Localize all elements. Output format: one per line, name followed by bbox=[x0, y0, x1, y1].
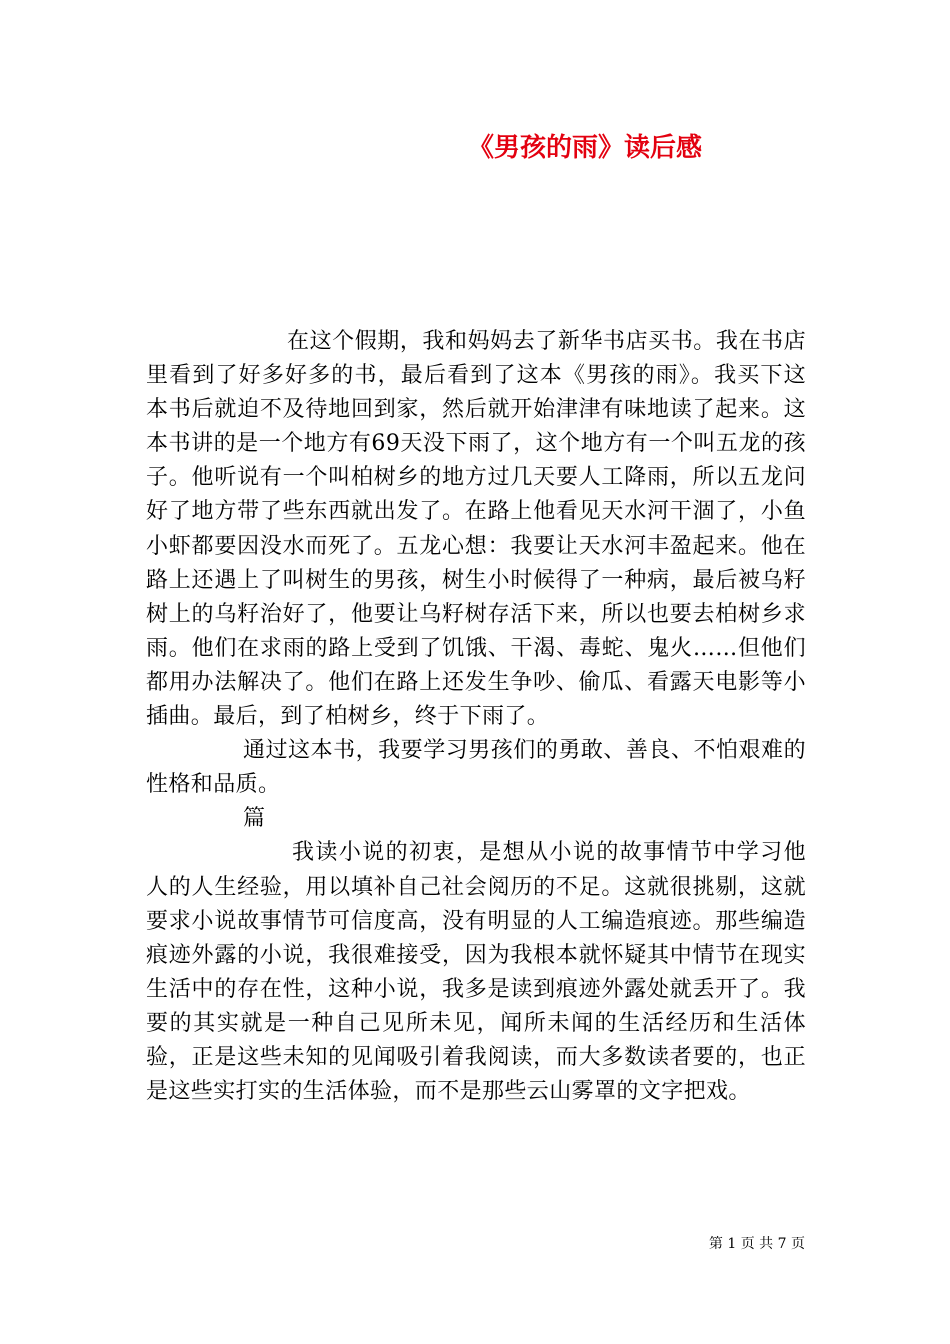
paragraph-2: 通过这本书，我要学习男孩们的勇敢、善良、不怕艰难的性格和品质。 bbox=[146, 738, 806, 798]
section-marker: 篇 bbox=[243, 806, 266, 832]
document-body bbox=[146, 325, 806, 1109]
page-number-footer: 第 1 页 共 7 页 bbox=[708, 1236, 805, 1252]
paragraph-3: 我读小说的初衷，是想从小说的故事情节中学习他人的人生经验，用以填补自己社会阅历的不足。这就很挑剔，这就要求小说故事情节可信度高，没有明显的人工编造痕迹。那些编造痕迹外露的小说，我很难接受，因为我根本就怀疑其中情节在现实生活中的存在性，这种小说，我多是读到痕迹外露处就丢开了。我要的其实就是一种自己见所未见，闻所未闻的生活经历和生活体验，正是这些未知的见闻吸引着我阅读，而大多数读者要的，也正是这些实打实的生活体验，而不是那些云山雾罩的文字把戏。 bbox=[146, 840, 806, 1105]
paragraph-1: 在这个假期，我和妈妈去了新华书店买书。我在书店里看到了好多好多的书，最后看到了这本《男孩的雨》。我买下这本书后就迫不及待地回到家，然后就开始津津有味地读了起来。这本书讲的是一个地方有69天没下雨了，这个地方有一个叫五龙的孩子。他听说有一个叫柏树乡的地方过几天要人工降雨，所以五龙问好了地方带了些东西就出发了。在路上他看见天水河干涸了，小鱼小虾都要因没水而死了。五龙心想：我要让天水河丰盈起来。他在路上还遇上了叫树生的男孩，树生小时候得了一种病，最后被乌籽树上的乌籽治好了，他要让乌籽树存活下来，所以也要去柏树乡求雨。他们在求雨的路上受到了饥饿、干渴、毒蛇、鬼火……但他们都用办法解决了。他们在路上还发生争吵、偷瓜、看露天电影等小插曲。最后，到了柏树乡，终于下雨了。 bbox=[146, 329, 806, 730]
document-title: 《男孩的雨》读后感 bbox=[468, 133, 703, 163]
